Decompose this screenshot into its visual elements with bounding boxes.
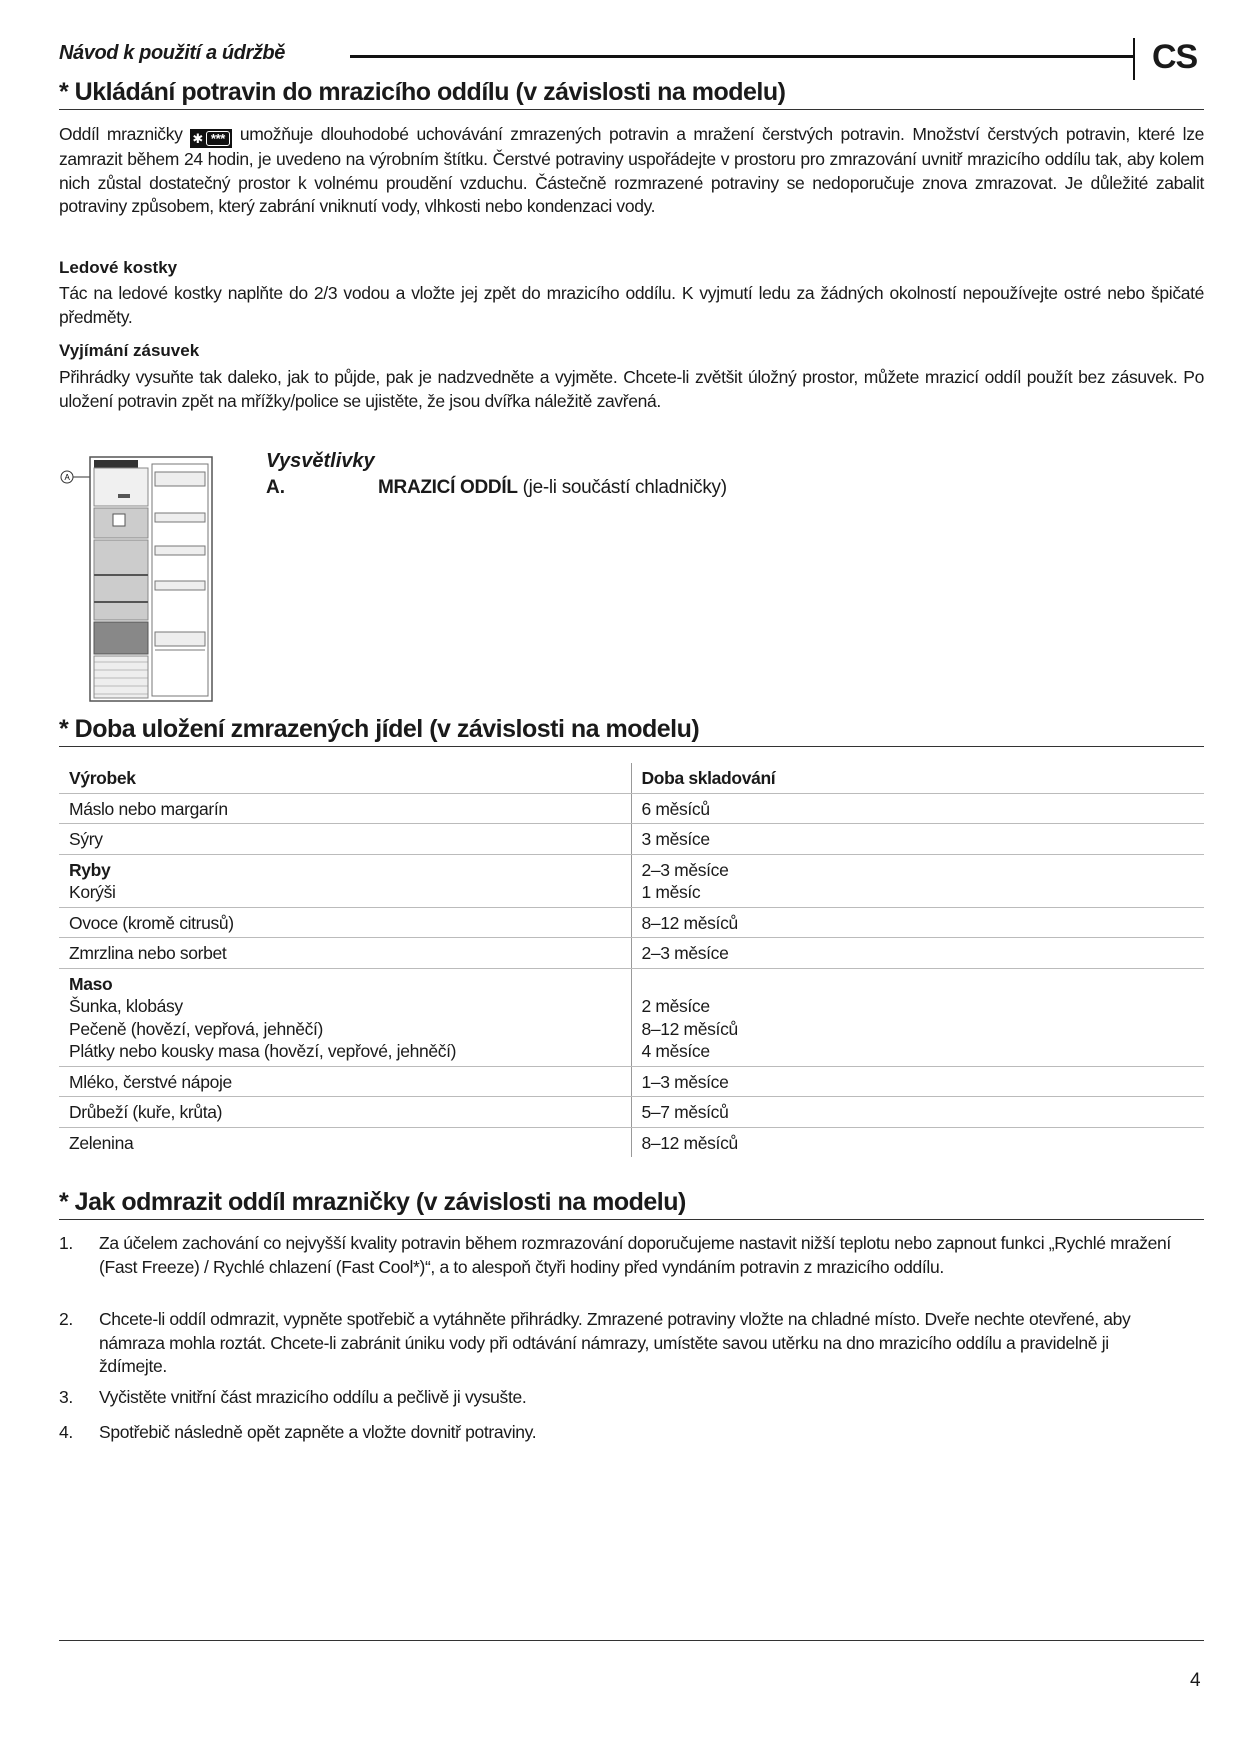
step-text: Vyčistěte vnitřní část mrazicího oddílu a pečlivě ji vysušte. bbox=[99, 1387, 527, 1407]
step-number: 3. bbox=[59, 1387, 73, 1407]
step-text: Chcete-li oddíl odmrazit, vypněte spotřebič a vytáhněte přihrádky. Zmrazené potraviny vložte na chladné místo. Dveře nechte otevřené, aby námraza mohla roztát. Chcete-li zabránit úniku vody při odtávání námrazy, umístěte savou utěrku na dno mrazicího oddílu a pravidelně ji ždímejte. bbox=[99, 1309, 1131, 1376]
cell-line: Pečeně (hovězí, vepřová, jehněčí) bbox=[69, 1018, 324, 1039]
section-title-defrosting: * Jak odmrazit oddíl mrazničky (v závislosti na modelu) bbox=[59, 1188, 1204, 1220]
ice-cubes-text: Tác na ledové kostky naplňte do 2/3 vodou a vložte jej zpět do mrazicího oddílu. K vyjmutí ledu za žádných okolností nepoužívejte ostré nebo špičaté předměty. bbox=[59, 283, 1204, 327]
cell-line: 2 měsíce bbox=[641, 996, 710, 1016]
legend-item-a bbox=[378, 477, 727, 499]
table-row bbox=[59, 938, 1204, 969]
step-number: 2. bbox=[59, 1309, 73, 1329]
page-number: 4 bbox=[1190, 1670, 1201, 1691]
product-cell bbox=[59, 793, 631, 824]
cell-line: 5–7 měsíců bbox=[641, 1102, 729, 1122]
list-item bbox=[59, 1386, 1204, 1410]
legend-title: Vysvětlivky bbox=[266, 450, 375, 472]
list-item bbox=[59, 1308, 1204, 1379]
step-text: Spotřebič následně opět zapněte a vložte dovnitř potraviny. bbox=[99, 1422, 537, 1442]
list-item bbox=[59, 1232, 1204, 1279]
storage-time-cell bbox=[631, 1127, 1204, 1157]
cell-line: Šunka, klobásy bbox=[69, 996, 183, 1016]
cell-line: 1 měsíc bbox=[641, 882, 701, 902]
table-row bbox=[59, 1127, 1204, 1157]
table-row bbox=[59, 907, 1204, 938]
cell-line: 2–3 měsíce bbox=[641, 943, 729, 963]
cell-line: 1–3 měsíce bbox=[641, 1071, 729, 1092]
product-cell bbox=[59, 907, 631, 938]
cell-line: Zelenina bbox=[69, 1132, 134, 1153]
fridge-illustration bbox=[58, 450, 248, 705]
step-text: Za účelem zachování co nejvyšší kvality potravin během rozmrazování doporučujeme nastavit nižší teplotu nebo zapnout funkci „Rychlé mražení (Fast Freeze) / Rychlé chlazení (Fast Cool*)“, a to alespoň čtyři hodiny před vyndáním potravin z mrazicího oddílu. bbox=[99, 1233, 1171, 1277]
product-cell bbox=[59, 854, 631, 907]
table-row bbox=[59, 1097, 1204, 1128]
intro-text-rest: umožňuje dlouhodobé uchovávání zmrazených potravin a mražení čerstvých potravin. Množství čerstvých potravin, které lze zamrazit během 24 hodin, je uvedeno na výrobním štítku. Čerstvé potraviny uspořádejte v prostoru pro zmrazování uvnitř mrazicího oddílu tak, aby kolem nich zůstal dostatečný prostor k volnému proudění vzduchu. Částečně rozmrazené potraviny se nedoporučuje znova zmrazovat. Je důležité zabalit potraviny způsobem, který zabrání vniknutí vody, vlhkosti nebo kondenzaci vody. bbox=[59, 124, 1204, 217]
product-cell bbox=[59, 1097, 631, 1128]
product-cell bbox=[59, 824, 631, 855]
cell-line: Máslo nebo margarín bbox=[69, 798, 228, 819]
storage-time-cell bbox=[631, 793, 1204, 824]
table-row bbox=[59, 1066, 1204, 1097]
product-cell bbox=[59, 938, 631, 969]
stars-rating: *** bbox=[206, 131, 230, 146]
snowflake-icon: ✱ bbox=[192, 131, 203, 146]
language-code: CS bbox=[1152, 38, 1198, 76]
table-row bbox=[59, 824, 1204, 855]
table-row bbox=[59, 793, 1204, 824]
callout-a: A bbox=[64, 473, 70, 482]
cell-line: Sýry bbox=[69, 829, 103, 849]
product-cell bbox=[59, 1066, 631, 1097]
storage-times-table bbox=[59, 763, 1204, 1157]
section-title-storage-times: * Doba uložení zmrazených jídel (v závislosti na modelu) bbox=[59, 715, 1204, 747]
category-label: Ryby bbox=[69, 859, 111, 880]
legend-label: MRAZICÍ ODDÍL bbox=[378, 477, 518, 498]
drawers-text: Přihrádky vysuňte tak daleko, jak to půjde, pak je nadzvedněte a vyjměte. Chcete-li zvětšit úložný prostor, můžete mrazicí oddíl použít bez zásuvek. Po uložení potravin zpět na mřížky/police se ujistěte, že jsou dvířka náležitě zavřená. bbox=[59, 367, 1204, 411]
cell-line: 3 měsíce bbox=[641, 829, 710, 849]
storage-time-cell bbox=[631, 1066, 1204, 1097]
cell-line: 4 měsíce bbox=[641, 1041, 710, 1061]
cell-line: 6 měsíců bbox=[641, 798, 710, 819]
drawers-heading: Vyjímání zásuvek bbox=[59, 341, 200, 360]
step-number: 4. bbox=[59, 1422, 73, 1442]
header-divider bbox=[1133, 38, 1135, 80]
cell-line: 8–12 měsíců bbox=[641, 912, 738, 933]
storage-time-cell bbox=[631, 824, 1204, 855]
cell-line: 2–3 měsíce bbox=[641, 859, 729, 880]
cell-line: Zmrzlina nebo sorbet bbox=[69, 943, 227, 963]
list-item bbox=[59, 1421, 1204, 1445]
cell-line: Korýši bbox=[69, 882, 116, 902]
freezer-star-icon bbox=[190, 129, 232, 148]
storage-time-cell bbox=[631, 938, 1204, 969]
footer-rule bbox=[59, 1640, 1204, 1641]
manual-title: Návod k použití a údržbě bbox=[59, 42, 285, 64]
intro-text-start: Oddíl mrazničky bbox=[59, 124, 183, 144]
freezer-intro-paragraph bbox=[59, 123, 1204, 219]
cell-line: Ovoce (kromě citrusů) bbox=[69, 912, 234, 933]
table-row bbox=[59, 854, 1204, 907]
cell-line: Drůbeží (kuře, krůta) bbox=[69, 1102, 223, 1122]
step-number: 1. bbox=[59, 1233, 73, 1253]
section-title-freezer-storage: * Ukládání potravin do mrazicího oddílu (v závislosti na modelu) bbox=[59, 78, 1204, 110]
cell-line: Plátky nebo kousky masa (hovězí, vepřové, jehněčí) bbox=[69, 1041, 457, 1061]
storage-time-cell bbox=[631, 854, 1204, 907]
cell-line: Mléko, čerstvé nápoje bbox=[69, 1071, 232, 1092]
storage-time-cell bbox=[631, 1097, 1204, 1128]
ice-cubes-heading: Ledové kostky bbox=[59, 258, 178, 277]
header-rule bbox=[350, 55, 1134, 58]
legend-key: A. bbox=[266, 477, 285, 498]
product-cell bbox=[59, 968, 631, 1066]
header-product: Výrobek bbox=[59, 763, 631, 793]
storage-time-cell bbox=[631, 907, 1204, 938]
table-header-row bbox=[59, 763, 1204, 793]
cell-line: 8–12 měsíců bbox=[641, 1018, 738, 1039]
header-storage-time: Doba skladování bbox=[631, 763, 1204, 793]
cell-line: 8–12 měsíců bbox=[641, 1132, 738, 1153]
category-label: Maso bbox=[69, 973, 113, 994]
storage-time-cell bbox=[631, 968, 1204, 1066]
table-row bbox=[59, 968, 1204, 1066]
product-cell bbox=[59, 1127, 631, 1157]
legend-note: (je-li součástí chladničky) bbox=[522, 477, 727, 498]
